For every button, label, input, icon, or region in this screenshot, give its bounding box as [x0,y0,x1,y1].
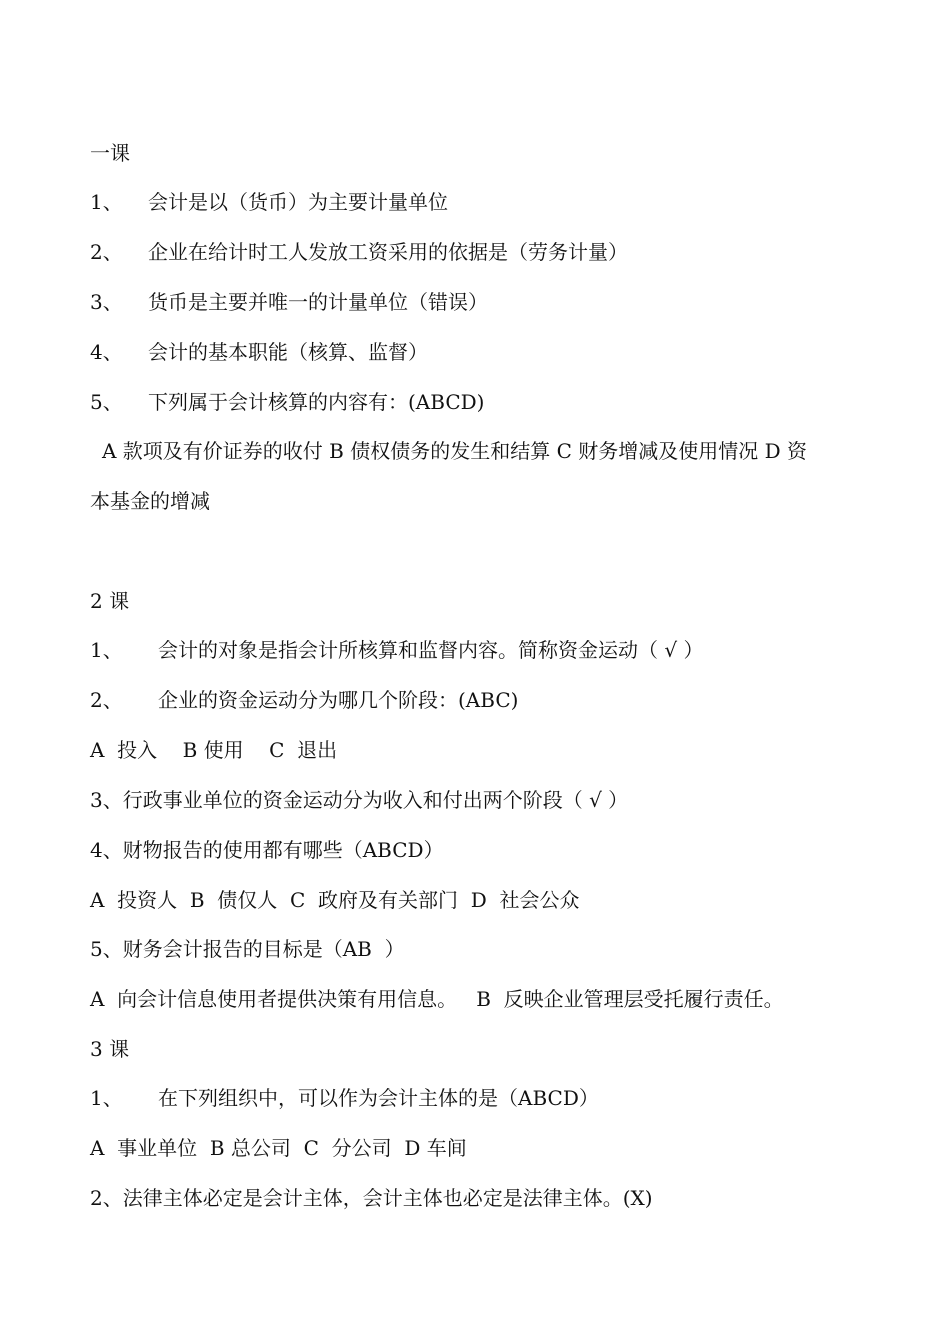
lesson-3-heading: 3 课 [90,1037,130,1061]
question-text: 会计的基本职能（核算、监督） [148,340,428,364]
lesson-3-question-2: 2、法律主体必定是会计主体，会计主体也必定是法律主体。(X) [90,1186,653,1210]
question-text: 企业在给计时工人发放工资采用的依据是（劳务计量） [148,240,628,264]
lesson-2-question-3: 3、行政事业单位的资金运动分为收入和付出两个阶段（ √ ） [90,788,629,812]
question-number: 1、 [90,190,123,214]
lesson-1-question-2 [90,237,870,267]
lesson-2-heading: 2 课 [90,589,130,613]
question-number: 2、 [90,240,123,264]
lesson-3-question-1-options: A 事业单位 B 总公司 C 分公司 D 车间 [90,1136,467,1160]
lesson-1-question-1 [90,187,870,217]
question-text: 会计是以（货币）为主要计量单位 [148,190,448,214]
question-number: 1、 [90,1086,123,1110]
lesson-2-question-5-options: A 向会计信息使用者提供决策有用信息。 B 反映企业管理层受托履行责任。 [90,987,784,1011]
question-number: 2、 [90,688,123,712]
lesson-1-question-5-options: A 款项及有价证券的收付 B 债权债务的发生和结算 C 财务增减及使用情况 D 资 [102,439,807,463]
lesson-1-question-4 [90,337,870,367]
question-text: 下列属于会计核算的内容有：(ABCD) [148,390,485,414]
lesson-1-question-3 [90,287,870,317]
question-text: 货币是主要并唯一的计量单位（错误） [148,290,488,314]
lesson-2-question-2 [90,685,870,715]
lesson-2-question-4-options: A 投资人 B 债仅人 C 政府及有关部门 D 社会公众 [90,888,580,912]
question-text: 在下列组织中，可以作为会计主体的是（ABCD） [158,1086,599,1110]
question-number: 4、 [90,340,123,364]
lesson-2-question-4: 4、财物报告的使用都有哪些（ABCD） [90,838,444,862]
question-text: 会计的对象是指会计所核算和监督内容。简称资金运动（ √ ） [158,638,704,662]
lesson-2-question-5: 5、财务会计报告的目标是（AB ） [90,937,405,961]
lesson-1-question-5 [90,387,870,417]
lesson-1-heading: 一课 [90,141,130,165]
question-number: 3、 [90,290,123,314]
question-number: 5、 [90,390,123,414]
lesson-1-question-5-options-continued: 本基金的增减 [90,489,210,513]
question-text: 企业的资金运动分为哪几个阶段：(ABC) [158,688,519,712]
lesson-2-question-2-options: A 投入 B 使用 C 退出 [90,738,338,762]
question-number: 1、 [90,638,123,662]
lesson-3-question-1 [90,1083,870,1113]
lesson-2-question-1 [90,635,870,665]
